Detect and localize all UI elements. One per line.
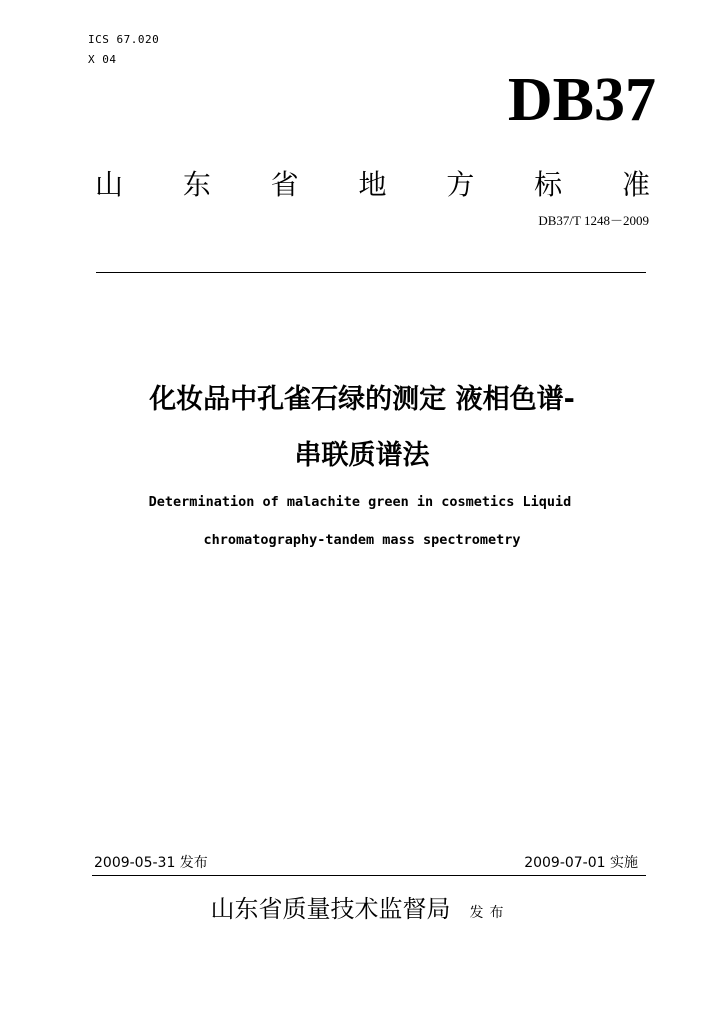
standard-type-char: 方 bbox=[446, 168, 475, 201]
standard-type-char: 山 bbox=[95, 168, 124, 201]
title-english-line-1: Determination of malachite green in cosmetics Liquid bbox=[148, 494, 572, 510]
issuer-line bbox=[0, 892, 724, 930]
standard-type-char: 准 bbox=[621, 168, 650, 201]
implementation-date: 2009-07-01 实施 bbox=[524, 855, 638, 871]
standard-code: DB37 bbox=[507, 66, 656, 134]
standard-type-char: 标 bbox=[534, 168, 563, 201]
issue-date: 2009-05-31 发布 bbox=[94, 855, 208, 871]
issue-verb: 发布 bbox=[469, 905, 510, 921]
issuer-name: 山东省质量技术监督局 bbox=[210, 895, 451, 923]
ics-code: ICS 67.020 bbox=[88, 33, 160, 46]
title-chinese-line-2: 串联质谱法 bbox=[294, 440, 430, 471]
footer-divider bbox=[92, 875, 646, 876]
standard-type-char: 地 bbox=[358, 168, 387, 201]
title-english-line-2: chromatography-tandem mass spectrometry bbox=[203, 532, 521, 548]
standard-type-char: 省 bbox=[270, 168, 299, 201]
standard-type-char: 东 bbox=[182, 168, 211, 201]
standard-number: DB37/T 1248－2009 bbox=[538, 213, 649, 228]
title-chinese-line-1: 化妆品中孔雀石绿的测定 液相色谱- bbox=[149, 384, 575, 415]
header-divider bbox=[96, 272, 646, 273]
classification-code: X 04 bbox=[88, 53, 117, 66]
standard-type bbox=[95, 166, 650, 204]
